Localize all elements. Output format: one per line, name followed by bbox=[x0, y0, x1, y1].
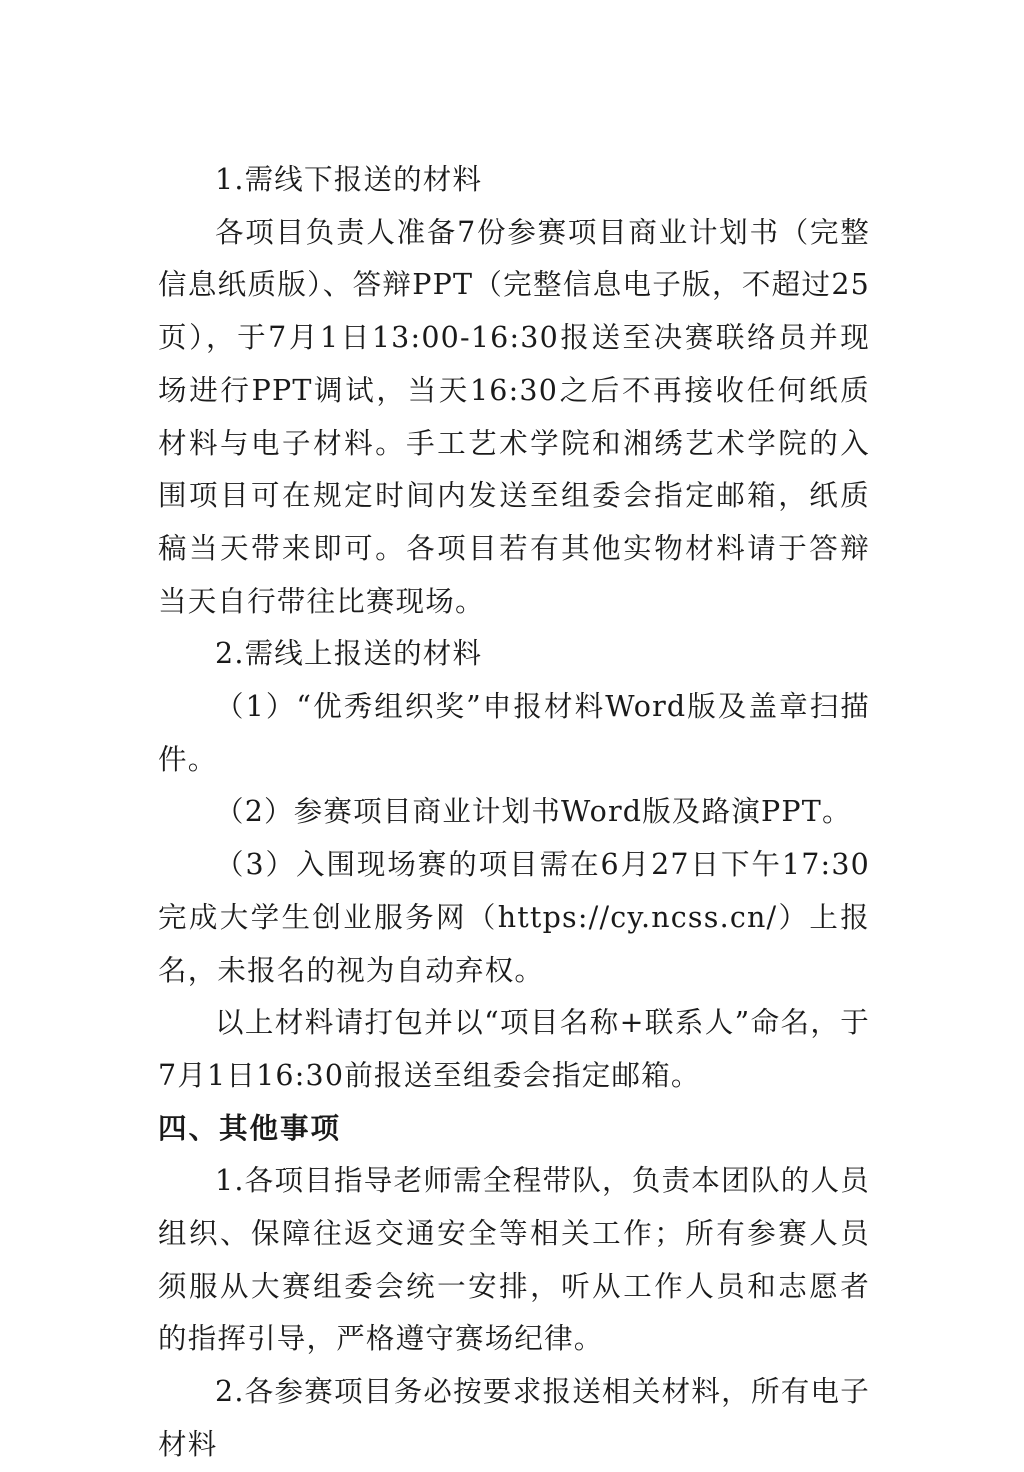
online-materials-item-3: （3）入围现场赛的项目需在6月27日下午17:30完成大学生创业服务网（https://cy.ncss.cn/）上报名，未报名的视为自动弃权。 bbox=[158, 848, 870, 987]
offline-materials-title: 1.需线下报送的材料 bbox=[215, 163, 483, 196]
online-materials-title: 2.需线上报送的材料 bbox=[215, 637, 483, 671]
package-instructions: 以上材料请打包并以“项目名称+联系人”命名，于7月1日16:30前报送至组委会指定邮箱。 bbox=[158, 1006, 870, 1092]
section-4-heading: 四、其他事项 bbox=[158, 1111, 342, 1145]
online-materials-item-2: （2）参赛项目商业计划书Word版及路演PPT。 bbox=[215, 795, 852, 829]
other-matters-item-2: 2.各参赛项目务必按要求报送相关材料，所有电子材料 bbox=[158, 1375, 870, 1461]
document-body bbox=[158, 154, 870, 1472]
offline-materials-body: 各项目负责人准备7份参赛项目商业计划书（完整信息纸质版）、答辩PPT（完整信息电子版，不超过25页），于7月1日13:00-16:30报送至决赛联络员并现场进行PPT调试，当天16:30之后不再接收任何纸质材料与电子材料。手工艺术学院和湘绣艺术学院的入围项目可在规定时间内发送至组委会指定邮箱，纸质稿当天带来即可。各项目若有其他实物材料请于答辩当天自行带往比赛现场。 bbox=[158, 215, 870, 618]
other-matters-item-1: 1.各项目指导老师需全程带队，负责本团队的人员组织、保障往返交通安全等相关工作；所有参赛人员须服从大赛组委会统一安排，听从工作人员和志愿者的指挥引导，严格遵守赛场纪律。 bbox=[158, 1164, 870, 1356]
online-materials-item-1: （1）“优秀组织奖”申报材料Word版及盖章扫描件。 bbox=[158, 690, 870, 776]
